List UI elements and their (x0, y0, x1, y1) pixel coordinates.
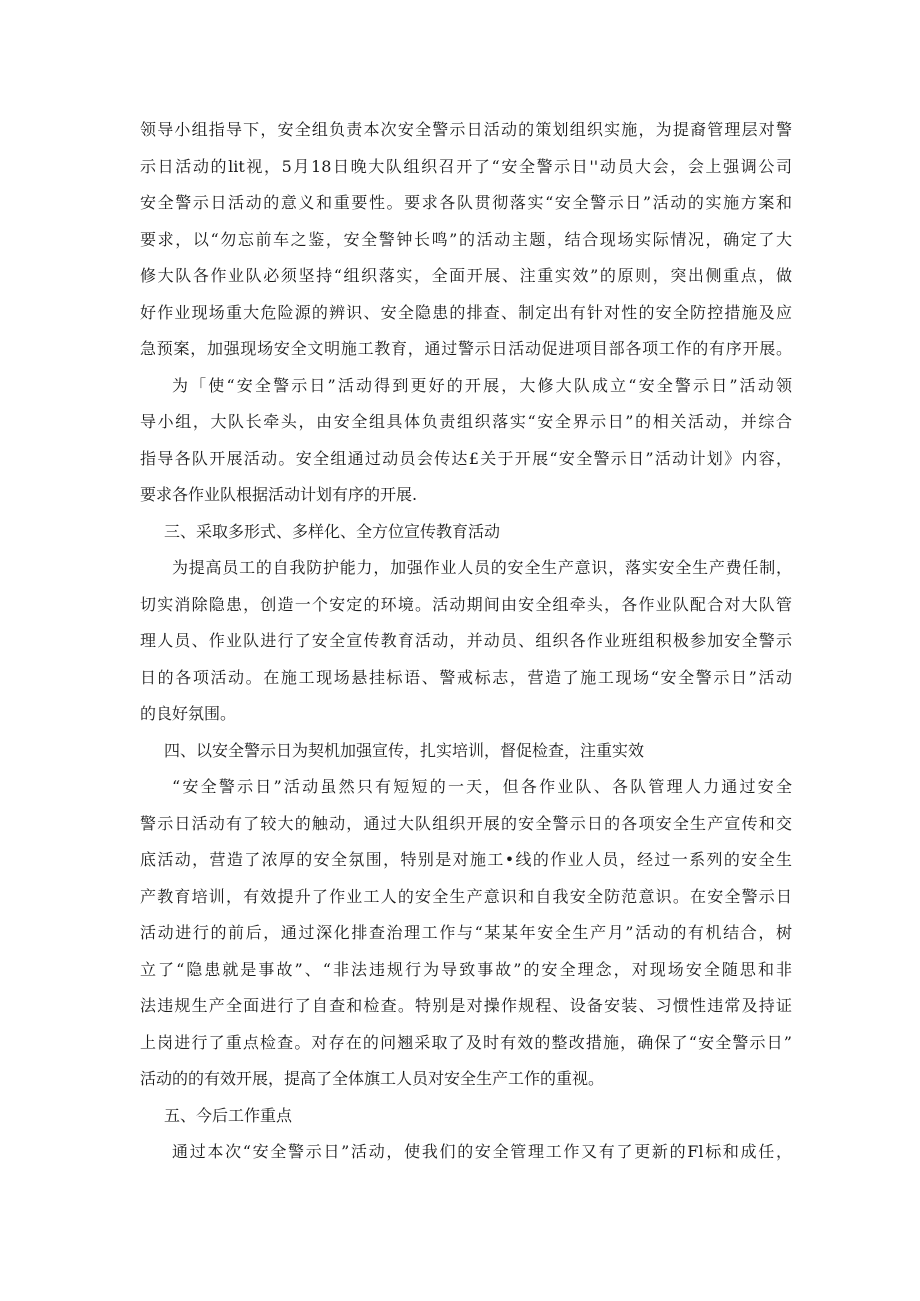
text-line: 急预案，加强现场安全文明施工教育，通过警示日活动促进项目部各项工作的有序开展。 (140, 339, 792, 358)
text-line: 为提高员工的自我防护能力，加强作业人员的安全生产意识，落实安全生产费任制， (172, 558, 792, 577)
heading-text: 五、今后工作重点 (164, 1105, 293, 1125)
text-line: 产教育培训，有效提升了作业工人的安全生产意识和自我安全防范意识。在安全警示日 (140, 886, 792, 906)
paragraph (140, 1134, 792, 1171)
text-line: 法违规生产全面进行了自查和检查。特别是对操作规程、设备安装、习惯性违常及持证 (140, 996, 792, 1015)
text-line: 理人员、作业队进行了安全宣传教育活动，并动员、组织各作业班组积极参加安全警示 (140, 631, 792, 650)
section-heading (140, 514, 792, 551)
text-line: 好作业现场重大危险源的辨识、安全隐患的排查、制定出有针对性的安全防控措施及应 (140, 302, 792, 322)
paragraph (140, 769, 792, 1098)
text-line: 通过本次“安全警示日”活动，使我们的安全管理工作又有了更新的Fl标和成任， (172, 1142, 792, 1161)
section-heading (140, 733, 792, 770)
paragraph (140, 368, 792, 514)
text-line: 底活动，营造了浓厚的安全氛围，特别是对施工•线的作业人员，经过一系列的安全生 (140, 850, 792, 869)
text-line: 立了“隐患就是事故”、“非法违规行为导致事故”的安全理念，对现场安全随思和非 (140, 959, 792, 979)
text-line: 活动的的有效开展，提高了全体旗工人员对安全生产工作的重视。 (140, 1069, 605, 1088)
text-line: 要求，以“勿忘前车之鉴，安全警钟长鸣”的活动主题，结合现场实际情况，确定了大 (140, 229, 792, 249)
text-line: 导小组，大队长牵头，由安全组具体负责组织落实“安全界示日”的相关活动，并综合 (140, 412, 792, 431)
text-line: 安全警示日活动的意义和重要性。要求各队贯彻落实“安全警示日”活动的实施方案和 (140, 193, 792, 212)
heading-text: 三、采取多形式、多样化、全方位宣传教育活动 (164, 521, 501, 541)
paragraph (140, 550, 792, 733)
paragraph (140, 112, 792, 368)
text-line: 为「使“安全警示日”活动得到更好的开展，大修大队成立“安全警示日”活动领 (172, 375, 792, 395)
text-line: “安全警示日”活动虽然只有短短的一天，但各作业队、各队管理人力通过安全 (172, 777, 792, 796)
heading-text: 四、以安全警示日为契机加强宣传，扎实培训，督促检查，注重实效 (164, 740, 645, 760)
document-body (140, 112, 792, 1171)
text-line: 修大队各作业队必须坚持“组织落实，全面开展、注重实效”的原则，突出侧重点，做 (140, 266, 792, 285)
text-line: 警示日活动有了较大的触动，通过大队组织开展的安全警示日的各项安全生产宣传和交 (140, 813, 792, 833)
text-line: 活动进行的前后，通过深化排查治理工作与“某某年安全生产月”活动的有机结合，树 (140, 923, 792, 942)
section-heading (140, 1098, 792, 1135)
text-line: 切实消除隐患，创造一个安定的环境。活动期间由安全组牵头，各作业队配合对大队管 (140, 594, 792, 614)
text-line: 领导小组指导下，安全组负责本次安全警示日活动的策划组织实施，为提裔管理层对警 (140, 120, 792, 139)
text-line: 要求各作业队根据活动计划有序的开展. (140, 485, 418, 504)
text-line: 的良好氛围。 (140, 704, 237, 723)
text-line: 上岗进行了重点检查。对存在的问翘采取了及时有效的整改措施，确保了“安全警示日” (140, 1032, 792, 1052)
text-line: 指导各队开展活动。安全组通过动员会传达£关于开展“安全警示日”活动计划》内容， (140, 448, 792, 468)
text-line: 日的各项活动。在施工现场悬挂标语、警戒标志，营造了施工现场“安全警示日”活动 (140, 667, 792, 687)
text-line: 示日活动的lit视，5月18日晚大队组织召开了“安全警示日''动员大会，会上强调公司 (140, 156, 792, 176)
